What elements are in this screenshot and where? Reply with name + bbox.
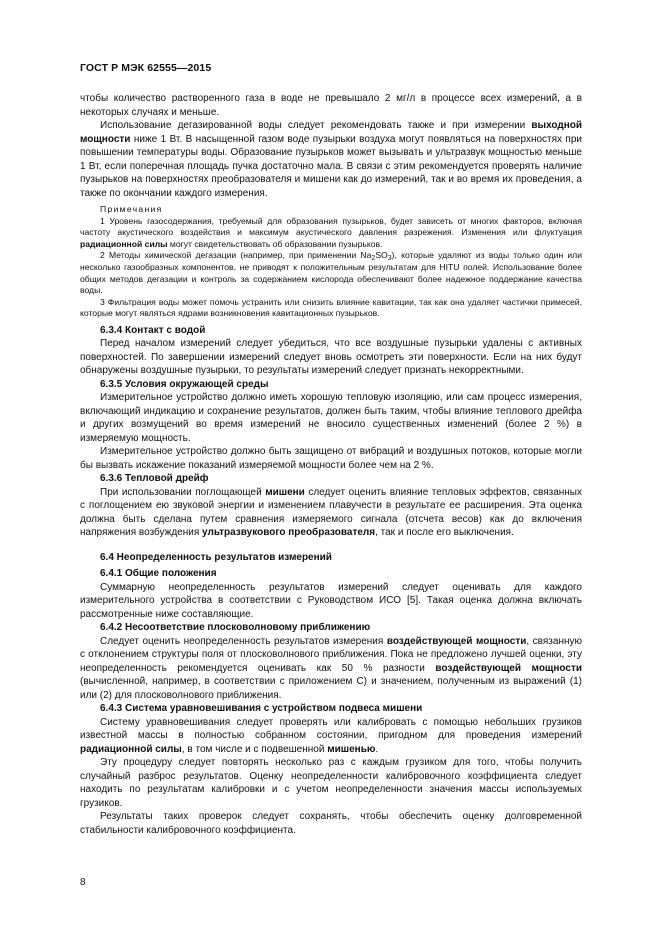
note-2: 2 Методы химической дегазации (например, при применении $Na_2SO_3$), которые удаляют из воды только один или несколько газообразных компонентов, не приводят к положительным результатам для HITU полей. Использование более общих методов дегазации и контроль за содержанием кислорода обеспечивают более надежное поддержание качества воды.: [80, 250, 583, 296]
intro-paragraph-2: Использование дегазированной воды следует рекомендовать также и при измерении выходной мощности ниже 1 Вт. В насыщенной газом воде пузырьки воздуха могут появляться на поверхностях при повышении температуры воды. Образование пузырьков может вызывать и ультразвук мощностью меньше 1 Вт, если поперечная площадь пучка достаточно мала. В связи с этим рекомендуется проверять наличие пузырьков на поверхностях преобразователя и мишени как до измерений, так и во время их проведения, а также по окончании каждого измерения.: [80, 120, 582, 199]
term-ultrasonic-transducer: ультразвукового преобразователя: [202, 527, 376, 539]
term-acting-power-2: воздействующей мощности: [435, 662, 582, 674]
notes-block: [80, 204, 582, 320]
section-6-3-5-paragraph-1: Измерительное устройство должно иметь хорошую тепловую изоляцию, или сам процесс измерения, включающий индикацию и сохранение результатов, должен быть таким, чтобы влияние теплового дрейфа и других возмущений во время измерений не вносило существенных изменений (более 2 %) в измеряемую мощность.: [80, 392, 582, 444]
section-6-3-6-paragraph: При использовании поглощающей мишени следует оценить влияние тепловых эффектов, связанных с поглощением ею звуковой энергии и изменением плавучести в результате ее расширения. Эта оценка должна быть сделана путем сравнения измеряемого сигнала (отсчета весов) как до включения напряжения возбуждения ультразвукового преобразователя, так и после его выключения.: [80, 486, 582, 539]
section-heading-6-4-3: 6.4.3 Система уравновешивания с устройством подвеса мишени: [100, 703, 423, 715]
section-heading-6-4-2: 6.4.2 Несоответствие плосковолновому приближению: [100, 622, 371, 634]
term-output-power: выходной мощности: [80, 120, 582, 145]
section-heading-6-4-1: 6.4.1 Общие положения: [100, 568, 217, 580]
standard-header: ГОСТ Р МЭК 62555—2015: [80, 62, 212, 74]
section-6-3-5-paragraph-2: Измерительное устройство должно быть защищено от вибраций и воздушных потоков, которые могли бы вызвать искажение показаний измеряемой мощности более чем на 2 %.: [80, 446, 582, 471]
page-number: 8: [80, 877, 86, 888]
section-heading-6-3-4: 6.3.4 Контакт с водой: [100, 324, 206, 336]
term-radiation-force-2: радиационной силы: [80, 743, 182, 755]
note-3: 3 Фильтрация воды может помочь устранить или снизить влияние кавитации, так как она удаляет частички примесей, которые могут являться ядрами возникновения кавитационных пузырьков.: [80, 296, 582, 319]
section-6-4-3-paragraph-2: Эту процедуру следует повторять несколько раз с каждым грузиком для того, чтобы получить случайный разброс результатов. Оценку неопределенности калибровочного коэффициента следует находить по результатам калибровки и с учетом неопределенности значения массы используемых грузиков.: [80, 757, 582, 809]
section-6-4-3-paragraph-1: Систему уравновешивания следует проверять или калибровать с помощью небольших грузиков известной массы в полностью собранном состоянии, пригодном для проведения измерений радиационной силы, в том числе и с подвешенной мишенью.: [80, 716, 582, 755]
term-acting-power: воздействующей мощности: [386, 635, 527, 647]
term-target-2: мишенью: [327, 743, 376, 755]
note-1: 1 Уровень газосодержания, требуемый для образования пузырьков, будет зависеть от многих факторов, включая частоту акустического воздействия и максимум акустического давления разрежения. Изменения или флуктуация радиационной силы могут свидетельствовать об образовании пузырьков.: [80, 215, 582, 249]
section-6-4-3-paragraph-3: Результаты таких проверок следует сохранять, чтобы обеспечить оценку долговременной стабильности калибровочного коэффициента.: [80, 811, 582, 836]
section-6-4-2-paragraph: Следует оценить неопределенность результатов измерения воздействующей мощности, связанную с отклонением структуры поля от плосковолнового приближения. Пока не предложено лучшей оценки, эту неопределенность рекомендуется оценивать как 50 % разности воздействующей мощности (вычисленной, например, в соответствии с приложением С) и значением, полученным из выражений (1) или (2) для плосковолнового приближения.: [80, 635, 582, 701]
section-heading-6-3-5: 6.3.5 Условия окружающей среды: [100, 378, 269, 390]
section-heading-6-3-6: 6.3.6 Тепловой дрейф: [100, 473, 209, 485]
term-radiation-force: радиационной силы: [80, 238, 168, 249]
section-6-4-1-paragraph: Суммарную неопределенность результатов измерений следует оценивать для каждого измерительного устройства в соответствии с Руководством ИСО [5]. Такая оценка должна включать рассмотренные ниже составляющие.: [80, 581, 582, 620]
notes-title: Примечания: [100, 204, 163, 214]
section-heading-6-4: 6.4 Неопределенность результатов измерений: [100, 551, 332, 563]
section-6-3-4-paragraph: Перед началом измерений следует убедиться, что все воздушные пузырьки удалены с активных поверхностей. По завершении измерений следует вновь осмотреть эти поверхности. Если на них будут обнаружены воздушные пузырьки, то результаты измерений следует признать некорректными.: [80, 338, 582, 377]
page-content: [80, 92, 582, 837]
term-target: мишени: [265, 486, 305, 498]
intro-paragraph-1: чтобы количество растворенного газа в воде не превышало 2 мг/л в процессе всех измерений, а в некоторых случаях и меньше.: [80, 93, 582, 118]
